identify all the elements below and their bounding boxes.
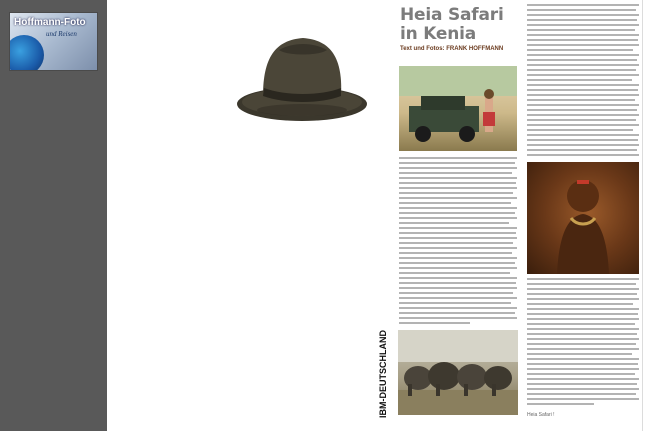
warrior-photo (527, 162, 639, 274)
text-column-right-top (527, 4, 639, 159)
article-credit: Text und Fotos: FRANK HOFFMANN (400, 46, 504, 52)
article-title (400, 6, 504, 44)
closing-line: Heia Safari ! (527, 412, 555, 418)
logo-name: Hoffmann-Foto (14, 17, 86, 28)
right-scroll-edge (642, 0, 650, 431)
hat-image-area (107, 0, 380, 431)
elephants-illustration (398, 330, 518, 415)
text-column-left-top (399, 157, 517, 327)
hoffmann-foto-logo[interactable] (9, 12, 98, 71)
logo-subtitle: und Reisen (46, 30, 77, 38)
elephants-photo (398, 330, 518, 415)
vertical-label (378, 300, 392, 418)
sidebar (0, 0, 107, 431)
ibm-deutschland-label: IBM-DEUTSCHLAND (378, 330, 388, 418)
text-column-right-bottom (527, 278, 639, 408)
title-line-1: Heia Safari (400, 5, 504, 25)
title-line-2: in Kenia (400, 24, 477, 44)
globe-icon (9, 35, 44, 71)
warrior-illustration (527, 162, 639, 274)
magazine-page (380, 0, 642, 431)
hat-image (235, 30, 370, 130)
jeep-illustration (399, 66, 517, 151)
jeep-photo (399, 66, 517, 151)
